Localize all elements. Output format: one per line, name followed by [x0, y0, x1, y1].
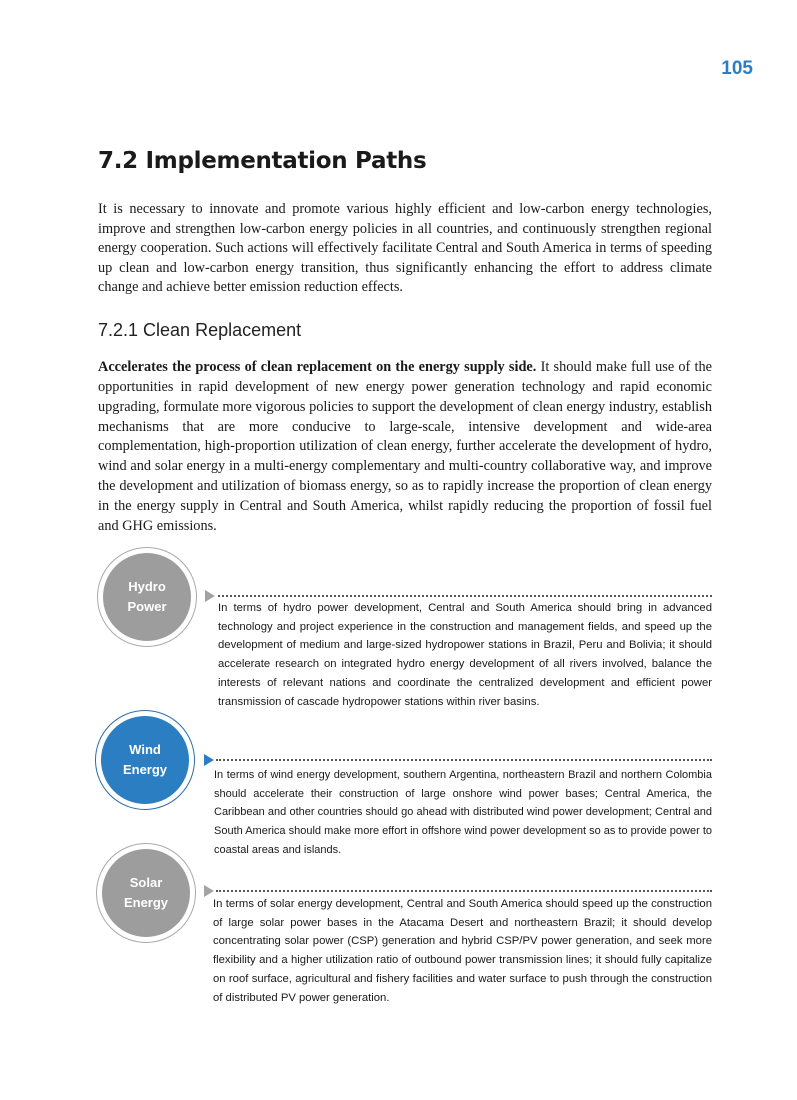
page-number: 105: [721, 58, 753, 79]
arrow-icon: [205, 590, 215, 602]
arrow-icon: [204, 754, 214, 766]
paragraph-body: It should make full use of the opportunities in rapid development of new energy power generation technology and rapid economic upgrading, formulate more vigorous policies to support the development of clean energy industry, establish mechanisms that are more conducive to large-scale, intensive development and wide-area complementation, high-proportion utilization of clean energy, further accelerate the development of hydro, wind and solar energy in a multi-energy complementary and multi-country collaborative way, and improve the development and utilization of biomass energy, so as to rapidly increase the proportion of clean energy in the energy supply in Central and South America, whilst rapidly reducing the proportion of fossil fuel and GHG emissions.: [98, 359, 712, 534]
wind-label-2: Energy: [122, 762, 168, 777]
hydro-text: In terms of hydro power development, Central and South America should bring in advanced technology and project experience in the construction and management fields, and speed up the development of medium and large-sized hydropower stations in Brazil, Peru and Bolivia; it should accelerate research on integrated hydro energy development of all rivers involved, balance the interests of relevant nations and coordinate the centralized development and efficient power transmission of cascade hydropower stations within river basins.: [218, 602, 712, 708]
dotted-divider: [216, 890, 712, 892]
hydro-label-1: Hydro: [128, 579, 166, 594]
intro-paragraph: It is necessary to innovate and promote various highly efficient and low-carbon energy technologies, improve and strengthen low-carbon energy policies in all countries, and continuously strengthen regional energy cooperation. Such actions will effectively facilitate Central and South America in terms of speeding up clean and low-carbon energy transition, thus significantly enhancing the effort to address climate change and achieve better emission reduction effects.: [98, 201, 712, 296]
wind-circle: [95, 710, 195, 810]
hydro-label-2: Power: [127, 599, 167, 614]
lead-sentence: Accelerates the process of clean replacement on the energy supply side.: [98, 359, 537, 375]
dotted-divider: [216, 759, 712, 761]
wind-label-1: Wind: [129, 742, 161, 757]
dotted-divider: [218, 595, 712, 597]
solar-label-1: Solar: [129, 875, 163, 890]
hydro-circle: [97, 547, 197, 647]
subsection-heading: 7.2.1 Clean Replacement: [98, 320, 302, 340]
clean-replacement-paragraph: [98, 358, 712, 537]
wind-text: In terms of wind energy development, southern Argentina, northeastern Brazil and northern Colombia should accelerate their construction of large onshore wind power bases; Central America, the Caribbean and other countries should go ahead with distributed wind power development; Central and South America should make more effort in offshore wind power development so as to provide power to coastal areas and islands.: [214, 769, 712, 856]
solar-label-2: Energy: [123, 895, 169, 910]
section-heading: 7.2 Implementation Paths: [98, 148, 427, 174]
solar-circle: [96, 843, 196, 943]
solar-text: In terms of solar energy development, Central and South America should speed up the construction of large solar power bases in the Atacama Desert and northeastern Brazil; it should develop concentrating solar power (CSP) generation and hybrid CSP/PV power generation, and seek more flexibility and a higher utilization ratio of outbound power transmission lines; it should fully capitalize on roof surface, agricultural and fishery facilities and water surface to push through the construction of distributed PV power generation.: [213, 898, 712, 1004]
